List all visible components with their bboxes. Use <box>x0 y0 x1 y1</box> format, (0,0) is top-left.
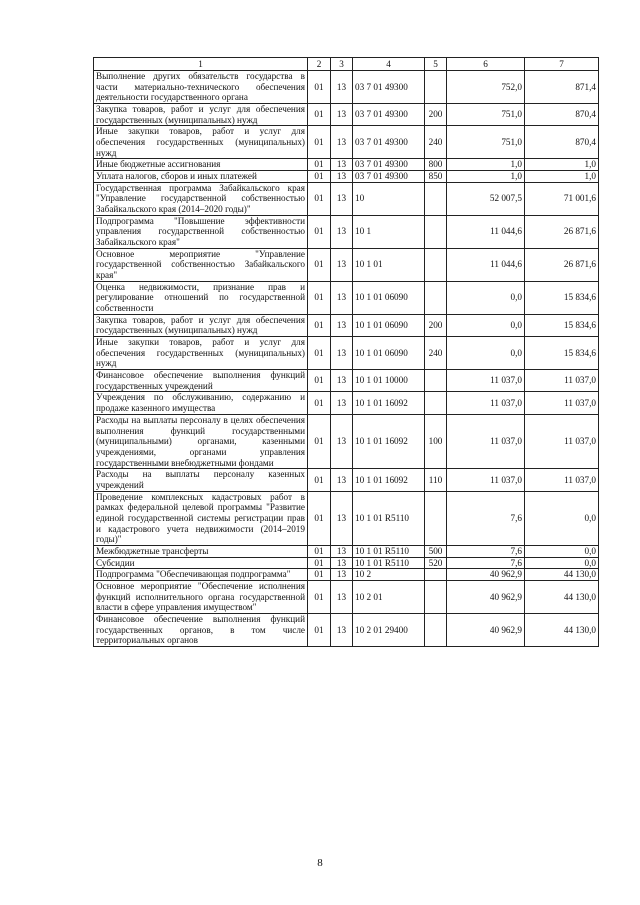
budget-table <box>93 57 599 647</box>
row-amount-2: 0,0 <box>525 545 599 557</box>
row-section: 01 <box>308 469 331 491</box>
row-target-code: 10 1 01 R5110 <box>353 557 425 569</box>
row-amount-1: 7,6 <box>447 491 525 545</box>
header-col-7: 7 <box>525 58 599 71</box>
row-section: 01 <box>308 126 331 159</box>
row-amount-1: 11 044,6 <box>447 215 525 248</box>
row-amount-1: 0,0 <box>447 337 525 370</box>
row-name: Основное мероприятие "Обеспечение исполнения функций исполнительного органа государственной власти в сфере управления имуществом" <box>94 580 308 613</box>
row-subsection: 13 <box>331 182 353 215</box>
row-name: Выполнение других обязательств государства в части материально-технического обеспечения деятельности государственного органа <box>94 71 308 104</box>
row-target-code: 03 7 01 49300 <box>353 159 425 171</box>
page-number: 8 <box>317 857 323 869</box>
row-amount-1: 752,0 <box>447 71 525 104</box>
row-section: 01 <box>308 281 331 314</box>
header-col-1: 1 <box>94 58 308 71</box>
row-subsection: 13 <box>331 414 353 468</box>
row-subsection: 13 <box>331 337 353 370</box>
row-section: 01 <box>308 104 331 126</box>
row-expense-type: 520 <box>425 557 447 569</box>
table-row <box>94 370 599 392</box>
row-subsection: 13 <box>331 580 353 613</box>
row-target-code: 10 1 <box>353 215 425 248</box>
row-expense-type: 110 <box>425 469 447 491</box>
table-row <box>94 159 599 171</box>
row-target-code: 10 1 01 06090 <box>353 281 425 314</box>
row-amount-1: 1,0 <box>447 171 525 183</box>
row-subsection: 13 <box>331 171 353 183</box>
row-section: 01 <box>308 392 331 414</box>
row-amount-1: 11 037,0 <box>447 392 525 414</box>
row-name: Подпрограмма "Обеспечивающая подпрограмма" <box>94 569 308 581</box>
row-target-code: 03 7 01 49300 <box>353 126 425 159</box>
row-target-code: 10 2 01 29400 <box>353 613 425 646</box>
row-subsection: 13 <box>331 469 353 491</box>
row-subsection: 13 <box>331 159 353 171</box>
row-section: 01 <box>308 182 331 215</box>
row-subsection: 13 <box>331 392 353 414</box>
row-section: 01 <box>308 613 331 646</box>
header-col-5: 5 <box>425 58 447 71</box>
row-section: 01 <box>308 545 331 557</box>
table-row <box>94 414 599 468</box>
row-section: 01 <box>308 248 331 281</box>
row-amount-1: 0,0 <box>447 281 525 314</box>
row-expense-type: 200 <box>425 314 447 336</box>
row-amount-2: 11 037,0 <box>525 370 599 392</box>
row-expense-type <box>425 71 447 104</box>
table-row <box>94 182 599 215</box>
row-name: Расходы на выплаты персоналу казенных учреждений <box>94 469 308 491</box>
row-subsection: 13 <box>331 569 353 581</box>
row-amount-2: 26 871,6 <box>525 215 599 248</box>
row-subsection: 13 <box>331 314 353 336</box>
row-section: 01 <box>308 414 331 468</box>
row-amount-2: 0,0 <box>525 557 599 569</box>
row-name: Учреждения по обслуживанию, содержанию и продаже казенного имущества <box>94 392 308 414</box>
table-body <box>94 71 599 647</box>
row-name: Межбюджетные трансферты <box>94 545 308 557</box>
row-section: 01 <box>308 314 331 336</box>
row-amount-1: 40 962,9 <box>447 580 525 613</box>
row-amount-2: 44 130,0 <box>525 569 599 581</box>
row-target-code: 10 1 01 06090 <box>353 314 425 336</box>
row-amount-1: 11 037,0 <box>447 469 525 491</box>
table-row <box>94 545 599 557</box>
row-target-code: 10 <box>353 182 425 215</box>
row-target-code: 10 1 01 R5110 <box>353 545 425 557</box>
row-amount-2: 26 871,6 <box>525 248 599 281</box>
row-amount-1: 11 037,0 <box>447 414 525 468</box>
row-target-code: 10 1 01 <box>353 248 425 281</box>
row-name: Иные закупки товаров, работ и услуг для обеспечения государственных (муниципальных) нужд <box>94 337 308 370</box>
row-expense-type <box>425 248 447 281</box>
row-expense-type: 100 <box>425 414 447 468</box>
row-name: Расходы на выплаты персоналу в целях обеспечения выполнения функций государственными (муниципальными) органами, казенными учреждениями, органами управления государственными внебюджетными фондами <box>94 414 308 468</box>
header-col-4: 4 <box>353 58 425 71</box>
row-subsection: 13 <box>331 491 353 545</box>
row-amount-2: 11 037,0 <box>525 392 599 414</box>
row-amount-2: 15 834,6 <box>525 314 599 336</box>
row-amount-1: 751,0 <box>447 104 525 126</box>
row-expense-type <box>425 392 447 414</box>
row-expense-type: 240 <box>425 126 447 159</box>
row-section: 01 <box>308 557 331 569</box>
row-target-code: 10 1 01 R5110 <box>353 491 425 545</box>
row-target-code: 10 1 01 10000 <box>353 370 425 392</box>
row-target-code: 10 2 01 <box>353 580 425 613</box>
row-amount-1: 40 962,9 <box>447 569 525 581</box>
row-section: 01 <box>308 171 331 183</box>
table-row <box>94 569 599 581</box>
row-amount-2: 871,4 <box>525 71 599 104</box>
row-target-code: 03 7 01 49300 <box>353 71 425 104</box>
table-row <box>94 469 599 491</box>
row-target-code: 10 2 <box>353 569 425 581</box>
row-expense-type: 500 <box>425 545 447 557</box>
row-name: Иные бюджетные ассигнования <box>94 159 308 171</box>
row-name: Основное мероприятие "Управление государственной собственностью Забайкальского края" <box>94 248 308 281</box>
row-target-code: 03 7 01 49300 <box>353 171 425 183</box>
row-subsection: 13 <box>331 248 353 281</box>
row-amount-2: 44 130,0 <box>525 613 599 646</box>
table-header-row <box>94 58 599 71</box>
row-amount-1: 40 962,9 <box>447 613 525 646</box>
row-expense-type <box>425 182 447 215</box>
row-subsection: 13 <box>331 71 353 104</box>
row-section: 01 <box>308 337 331 370</box>
table-row <box>94 314 599 336</box>
table-row <box>94 126 599 159</box>
row-amount-1: 52 007,5 <box>447 182 525 215</box>
row-section: 01 <box>308 71 331 104</box>
row-amount-2: 15 834,6 <box>525 337 599 370</box>
row-section: 01 <box>308 159 331 171</box>
table-row <box>94 71 599 104</box>
row-amount-1: 0,0 <box>447 314 525 336</box>
row-name: Уплата налогов, сборов и иных платежей <box>94 171 308 183</box>
header-col-2: 2 <box>308 58 331 71</box>
table-row <box>94 281 599 314</box>
row-name: Оценка недвижимости, признание прав и регулирование отношений по государственной собственности <box>94 281 308 314</box>
row-name: Субсидии <box>94 557 308 569</box>
row-subsection: 13 <box>331 215 353 248</box>
row-subsection: 13 <box>331 545 353 557</box>
row-amount-2: 1,0 <box>525 171 599 183</box>
row-subsection: 13 <box>331 126 353 159</box>
row-name: Проведение комплексных кадастровых работ в рамках федеральной целевой программы "Развитие единой государственной системы регистрации прав и кадастрового учета недвижимости (2014–2019 годы)" <box>94 491 308 545</box>
table-row <box>94 491 599 545</box>
table-row <box>94 104 599 126</box>
row-target-code: 10 1 01 06090 <box>353 337 425 370</box>
row-name: Финансовое обеспечение выполнения функций государственных учреждений <box>94 370 308 392</box>
row-expense-type: 800 <box>425 159 447 171</box>
row-amount-1: 7,6 <box>447 545 525 557</box>
row-amount-2: 870,4 <box>525 126 599 159</box>
table-row <box>94 392 599 414</box>
row-name: Финансовое обеспечение выполнения функций государственных органов, в том числе территориальных органов <box>94 613 308 646</box>
row-amount-2: 44 130,0 <box>525 580 599 613</box>
row-amount-2: 1,0 <box>525 159 599 171</box>
row-subsection: 13 <box>331 104 353 126</box>
row-subsection: 13 <box>331 613 353 646</box>
row-expense-type <box>425 569 447 581</box>
row-expense-type <box>425 370 447 392</box>
row-target-code: 10 1 01 16092 <box>353 414 425 468</box>
row-name: Государственная программа Забайкальского края "Управление государственной собственностью Забайкальского края (2014–2020 годы)" <box>94 182 308 215</box>
row-expense-type <box>425 215 447 248</box>
row-amount-1: 11 037,0 <box>447 370 525 392</box>
table-row <box>94 613 599 646</box>
row-subsection: 13 <box>331 370 353 392</box>
row-section: 01 <box>308 580 331 613</box>
row-expense-type <box>425 613 447 646</box>
header-col-3: 3 <box>331 58 353 71</box>
table-row <box>94 337 599 370</box>
table-row <box>94 580 599 613</box>
header-col-6: 6 <box>447 58 525 71</box>
row-expense-type: 850 <box>425 171 447 183</box>
table-row <box>94 248 599 281</box>
row-name: Закупка товаров, работ и услуг для обеспечения государственных (муниципальных) нужд <box>94 104 308 126</box>
row-section: 01 <box>308 491 331 545</box>
row-amount-2: 71 001,6 <box>525 182 599 215</box>
row-section: 01 <box>308 569 331 581</box>
row-expense-type: 240 <box>425 337 447 370</box>
row-target-code: 03 7 01 49300 <box>353 104 425 126</box>
table-row <box>94 171 599 183</box>
row-amount-1: 1,0 <box>447 159 525 171</box>
row-amount-1: 7,6 <box>447 557 525 569</box>
row-name: Иные закупки товаров, работ и услуг для обеспечения государственных (муниципальных) нужд <box>94 126 308 159</box>
row-target-code: 10 1 01 16092 <box>353 392 425 414</box>
row-amount-2: 870,4 <box>525 104 599 126</box>
table-row <box>94 557 599 569</box>
row-subsection: 13 <box>331 557 353 569</box>
row-amount-2: 0,0 <box>525 491 599 545</box>
row-expense-type <box>425 491 447 545</box>
row-amount-2: 11 037,0 <box>525 414 599 468</box>
table-row <box>94 215 599 248</box>
row-section: 01 <box>308 215 331 248</box>
row-amount-1: 11 044,6 <box>447 248 525 281</box>
row-name: Подпрограмма "Повышение эффективности управления государственной собственностью Забайкальского края" <box>94 215 308 248</box>
row-name: Закупка товаров, работ и услуг для обеспечения государственных (муниципальных) нужд <box>94 314 308 336</box>
row-amount-2: 15 834,6 <box>525 281 599 314</box>
row-expense-type: 200 <box>425 104 447 126</box>
row-expense-type <box>425 580 447 613</box>
row-subsection: 13 <box>331 281 353 314</box>
row-amount-1: 751,0 <box>447 126 525 159</box>
row-expense-type <box>425 281 447 314</box>
row-section: 01 <box>308 370 331 392</box>
row-target-code: 10 1 01 16092 <box>353 469 425 491</box>
row-amount-2: 11 037,0 <box>525 469 599 491</box>
